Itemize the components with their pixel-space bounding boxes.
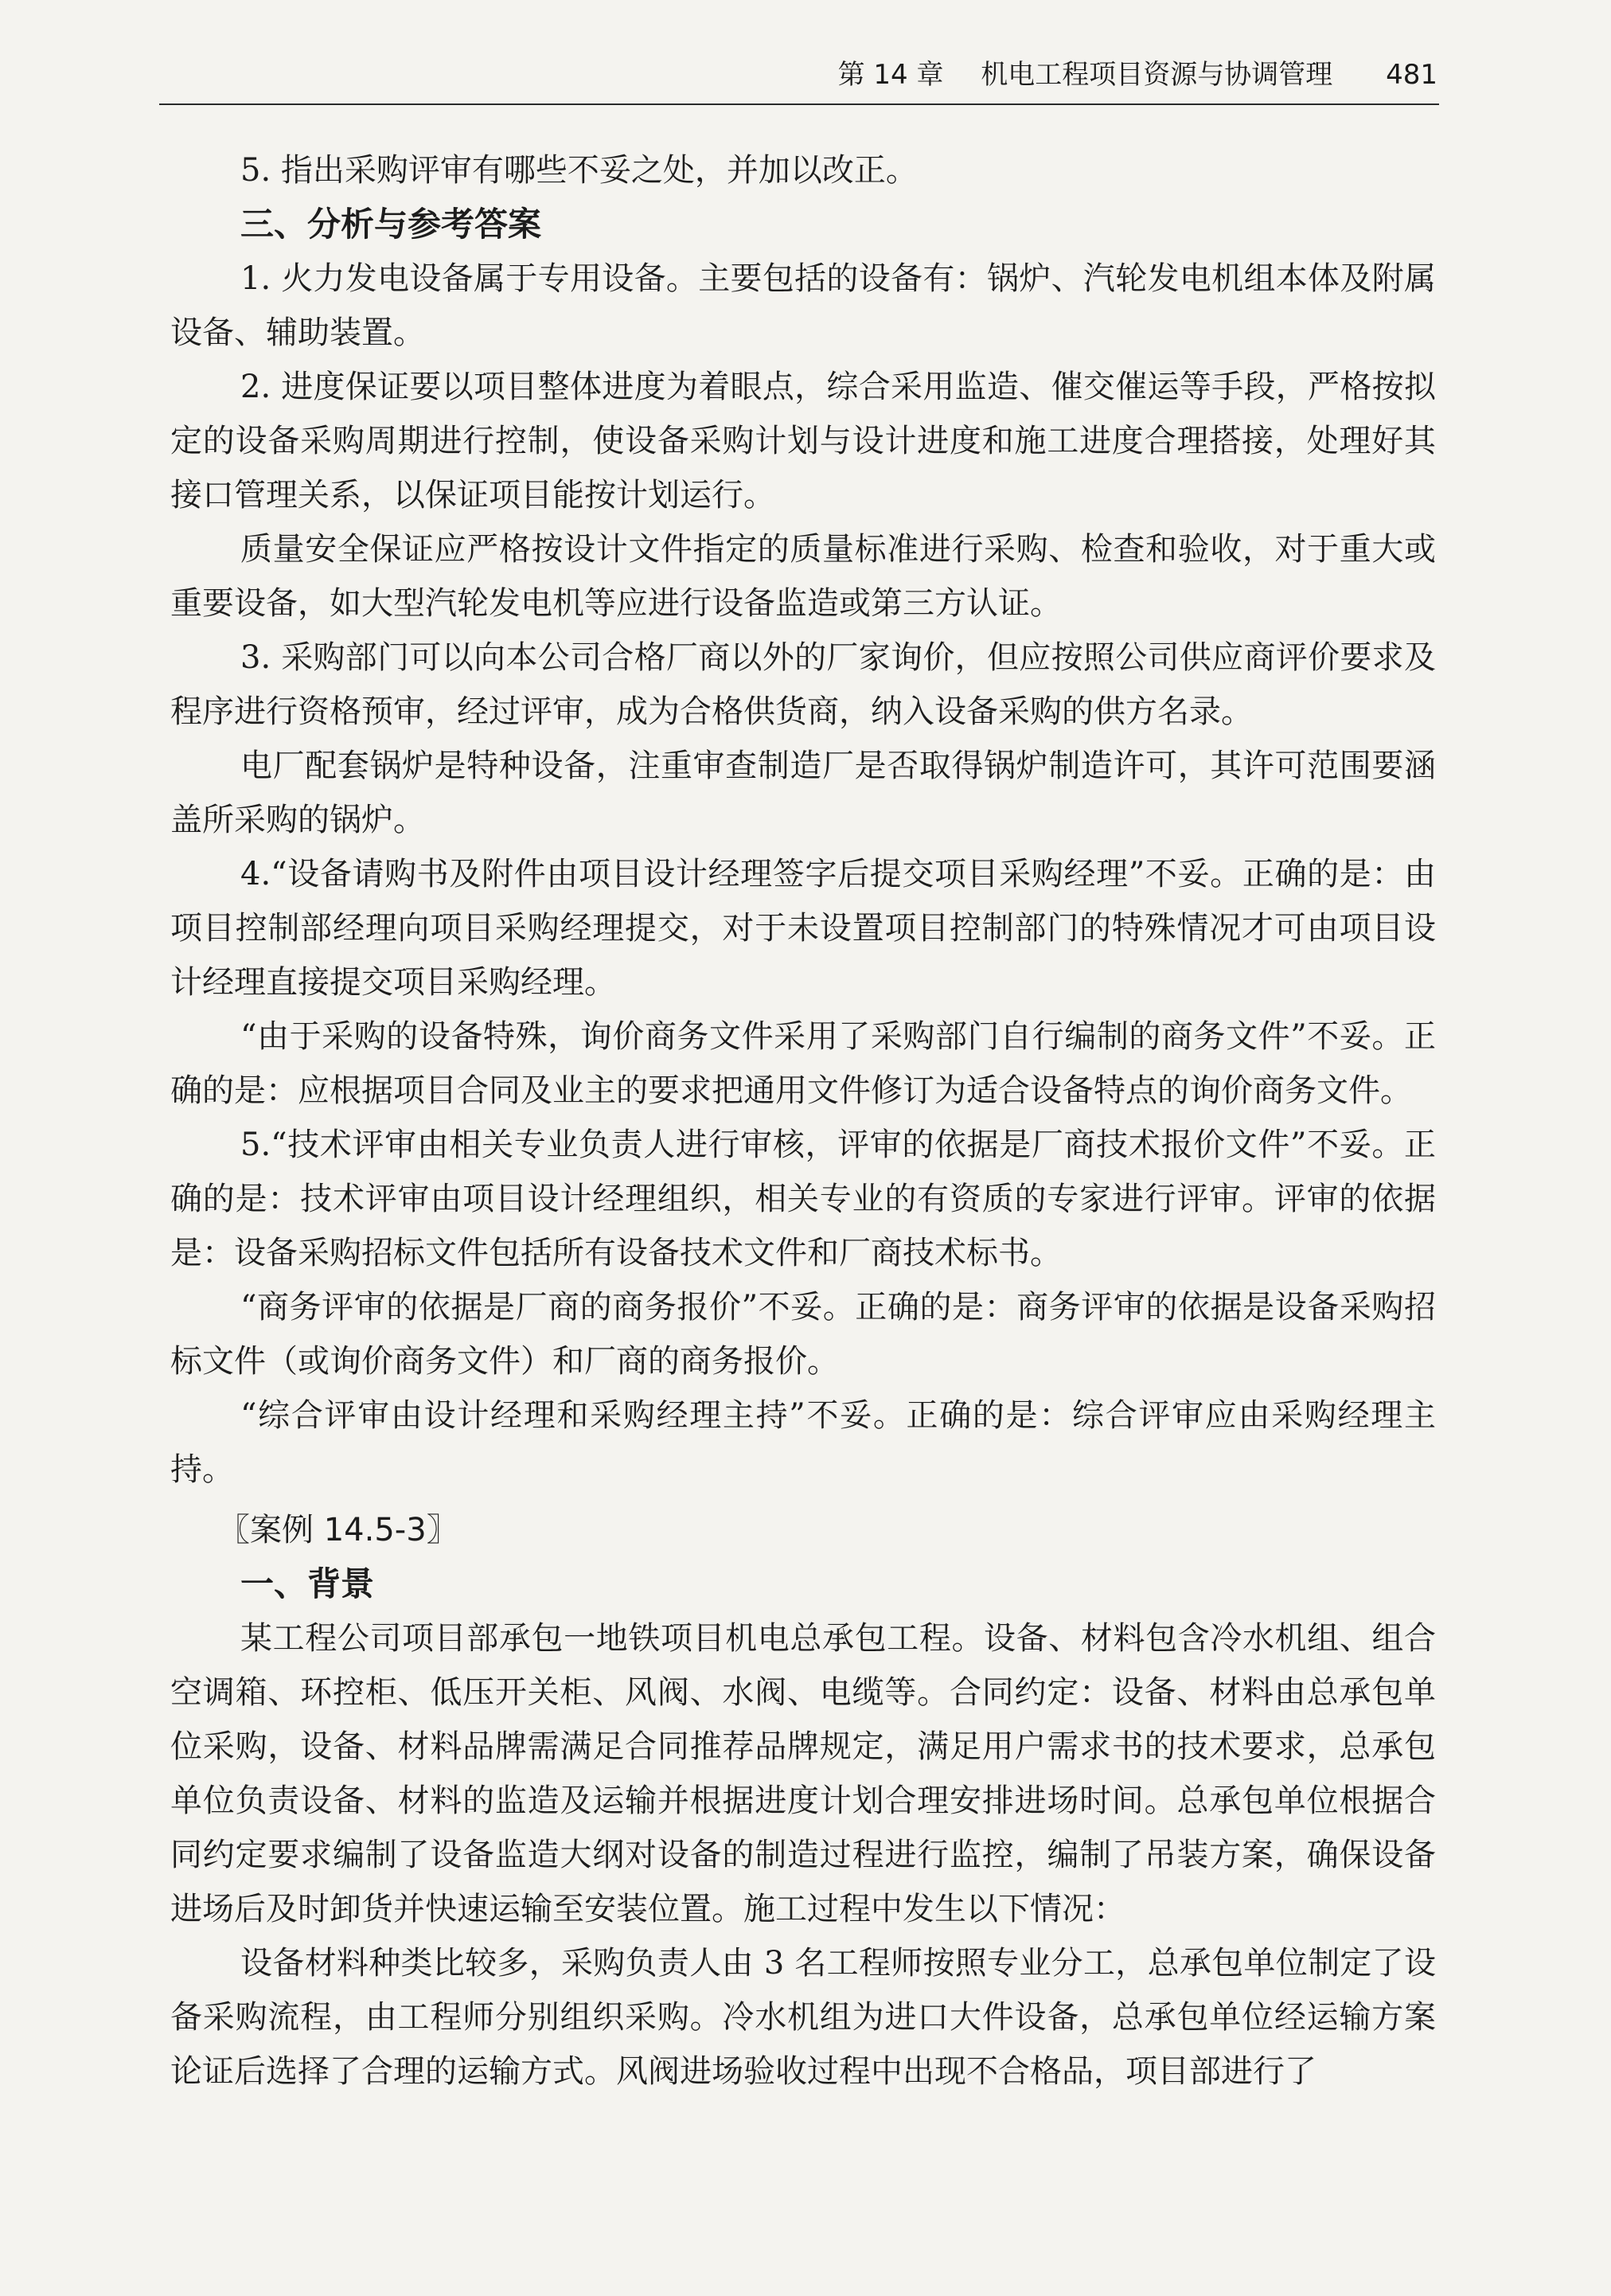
answer-4-commercial: “由于采购的设备特殊，询价商务文件采用了采购部门自行编制的商务文件”不妥。正确的是：应根据项目合同及业主的要求把通用文件修订为适合设备特点的询价商务文件。	[170, 1018, 1436, 1109]
page-number: 481	[1386, 59, 1437, 91]
answer-3-boiler: 电厂配套锅炉是特种设备，注重审查制造厂是否取得锅炉制造许可，其许可范围要涵盖所采购的锅炉。	[170, 748, 1436, 838]
answer-5-comprehensive-review: “综合评审由设计经理和采购经理主持”不妥。正确的是：综合评审应由采购经理主持。	[170, 1397, 1436, 1488]
section-heading-background: 一、背景	[240, 1564, 375, 1603]
background-paragraph-1: 某工程公司项目部承包一地铁项目机电总承包工程。设备、材料包含冷水机组、组合空调箱、环控柜、低压开关柜、风阀、水阀、电缆等。合同约定：设备、材料由总承包单位采购，设备、材料品牌需满足合同推荐品牌规定，满足用户需求书的技术要求，总承包单位负责设备、材料的监造及运输并根据进度计划合理安排进场时间。总承包单位根据合同约定要求编制了设备监造大纲对设备的制造过程进行监控，编制了吊装方案，确保设备进场后及时卸货并快速运输至安装位置。施工过程中发生以下情况：	[170, 1620, 1436, 1927]
chapter-number: 第 14 章	[837, 59, 944, 91]
chapter-title: 机电工程项目资源与协调管理	[981, 59, 1333, 91]
page-header	[159, 48, 1439, 105]
question-5: 5. 指出采购评审有哪些不妥之处，并加以改正。	[240, 152, 918, 189]
case-label: 〖案例 14.5-3〗	[218, 1512, 458, 1548]
page-body	[170, 143, 1436, 2099]
section-heading-analysis: 三、分析与参考答案	[240, 205, 542, 244]
answer-3: 3. 采购部门可以向本公司合格厂商以外的厂家询价，但应按照公司供应商评价要求及程序进行资格预审，经过评审，成为合格供货商，纳入设备采购的供方名录。	[170, 639, 1436, 730]
running-head	[838, 53, 1437, 92]
answer-1: 1. 火力发电设备属于专用设备。主要包括的设备有：锅炉、汽轮发电机组本体及附属设备、辅助装置。	[170, 260, 1436, 351]
answer-5: 5.“技术评审由相关专业负责人进行审核，评审的依据是厂商技术报价文件”不妥。正确的是：技术评审由项目设计经理组织，相关专业的有资质的专家进行评审。评审的依据是：设备采购招标文件包括所有设备技术文件和厂商技术标书。	[170, 1127, 1436, 1271]
background-paragraph-2: 设备材料种类比较多，采购负责人由 3 名工程师按照专业分工，总承包单位制定了设备采购流程，由工程师分别组织采购。冷水机组为进口大件设备，总承包单位经运输方案论证后选择了合理的运输方式。风阀进场验收过程中出现不合格品，项目部进行了	[170, 1945, 1436, 2090]
answer-2-quality: 质量安全保证应严格按设计文件指定的质量标准进行采购、检查和验收，对于重大或重要设备，如大型汽轮发电机等应进行设备监造或第三方认证。	[170, 531, 1436, 622]
answer-2: 2. 进度保证要以项目整体进度为着眼点，综合采用监造、催交催运等手段，严格按拟定的设备采购周期进行控制，使设备采购计划与设计进度和施工进度合理搭接，处理好其接口管理关系，以保证项目能按计划运行。	[170, 369, 1436, 513]
answer-5-commercial-review: “商务评审的依据是厂商的商务报价”不妥。正确的是：商务评审的依据是设备采购招标文件（或询价商务文件）和厂商的商务报价。	[170, 1289, 1436, 1380]
answer-4: 4.“设备请购书及附件由项目设计经理签字后提交项目采购经理”不妥。正确的是：由项目控制部经理向项目采购经理提交，对于未设置项目控制部门的特殊情况才可由项目设计经理直接提交项目采购经理。	[170, 856, 1436, 1001]
